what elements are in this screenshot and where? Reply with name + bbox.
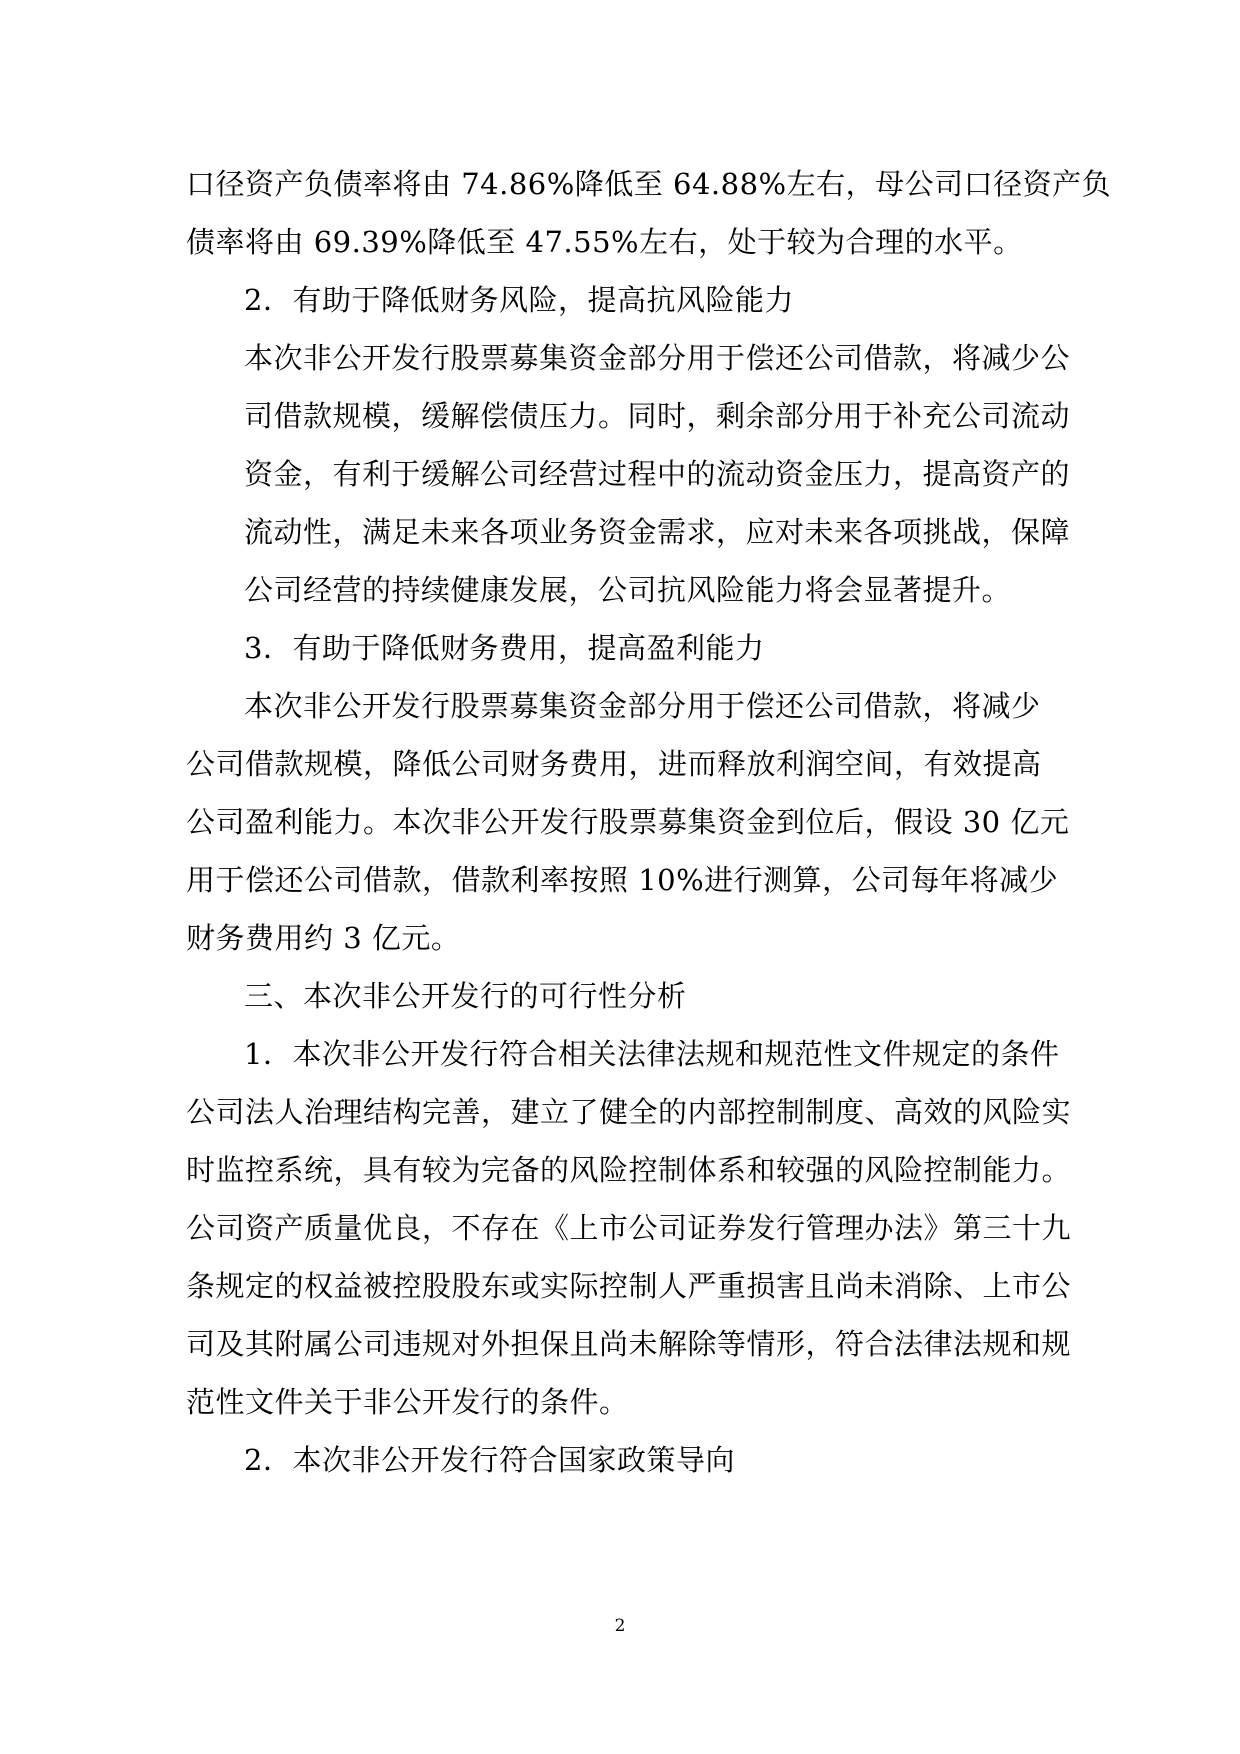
body-text-line: 债率将由 69.39%降低至 47.55%左右，处于较为合理的水平。 (186, 225, 1023, 259)
section-heading: 3．有助于降低财务费用，提高盈利能力 (244, 631, 765, 665)
body-text-line: 本次非公开发行股票募集资金部分用于偿还公司借款，将减少 (244, 689, 1041, 723)
body-text-line: 条规定的权益被控股股东或实际控制人严重损害且尚未消除、上市公 (186, 1269, 1072, 1303)
body-text-line: 公司借款规模，降低公司财务费用，进而释放利润空间，有效提高 (186, 747, 1042, 781)
body-text-line: 司借款规模，缓解偿债压力。同时，剩余部分用于补充公司流动 (244, 399, 1071, 433)
body-text-line: 本次非公开发行股票募集资金部分用于偿还公司借款，将减少公 (244, 341, 1071, 375)
body-text-line: 公司经营的持续健康发展，公司抗风险能力将会显著提升。 (244, 573, 1012, 607)
section-heading: 2．有助于降低财务风险，提高抗风险能力 (244, 283, 794, 317)
body-text-line: 流动性，满足未来各项业务资金需求，应对未来各项挑战，保障 (244, 515, 1071, 549)
body-text-line: 用于偿还公司借款，借款利率按照 10%进行测算，公司每年将减少 (186, 863, 1059, 897)
section-heading: 三、本次非公开发行的可行性分析 (244, 979, 687, 1013)
body-text-line: 财务费用约 3 亿元。 (186, 921, 461, 955)
body-text-line: 司及其附属公司违规对外担保且尚未解除等情形，符合法律法规和规 (186, 1327, 1072, 1361)
section-heading: 2．本次非公开发行符合国家政策导向 (244, 1443, 735, 1477)
body-text-line: 范性文件关于非公开发行的条件。 (186, 1385, 629, 1419)
page-number: 2 (614, 1616, 626, 1636)
body-text-line: 资金，有利于缓解公司经营过程中的流动资金压力，提高资产的 (244, 457, 1071, 491)
body-text-line: 口径资产负债率将由 74.86%降低至 64.88%左右，母公司口径资产负 (186, 167, 1112, 201)
body-text-line: 公司盈利能力。本次非公开发行股票募集资金到位后，假设 30 亿元 (186, 805, 1070, 839)
body-text-line: 公司资产质量优良，不存在《上市公司证券发行管理办法》第三十九 (186, 1211, 1072, 1245)
body-text-line: 时监控系统，具有较为完备的风险控制体系和较强的风险控制能力。 (186, 1153, 1072, 1187)
body-text-line: 公司法人治理结构完善，建立了健全的内部控制制度、高效的风险实 (186, 1095, 1072, 1129)
section-heading: 1．本次非公开发行符合相关法律法规和规范性文件规定的条件 (244, 1037, 1060, 1071)
